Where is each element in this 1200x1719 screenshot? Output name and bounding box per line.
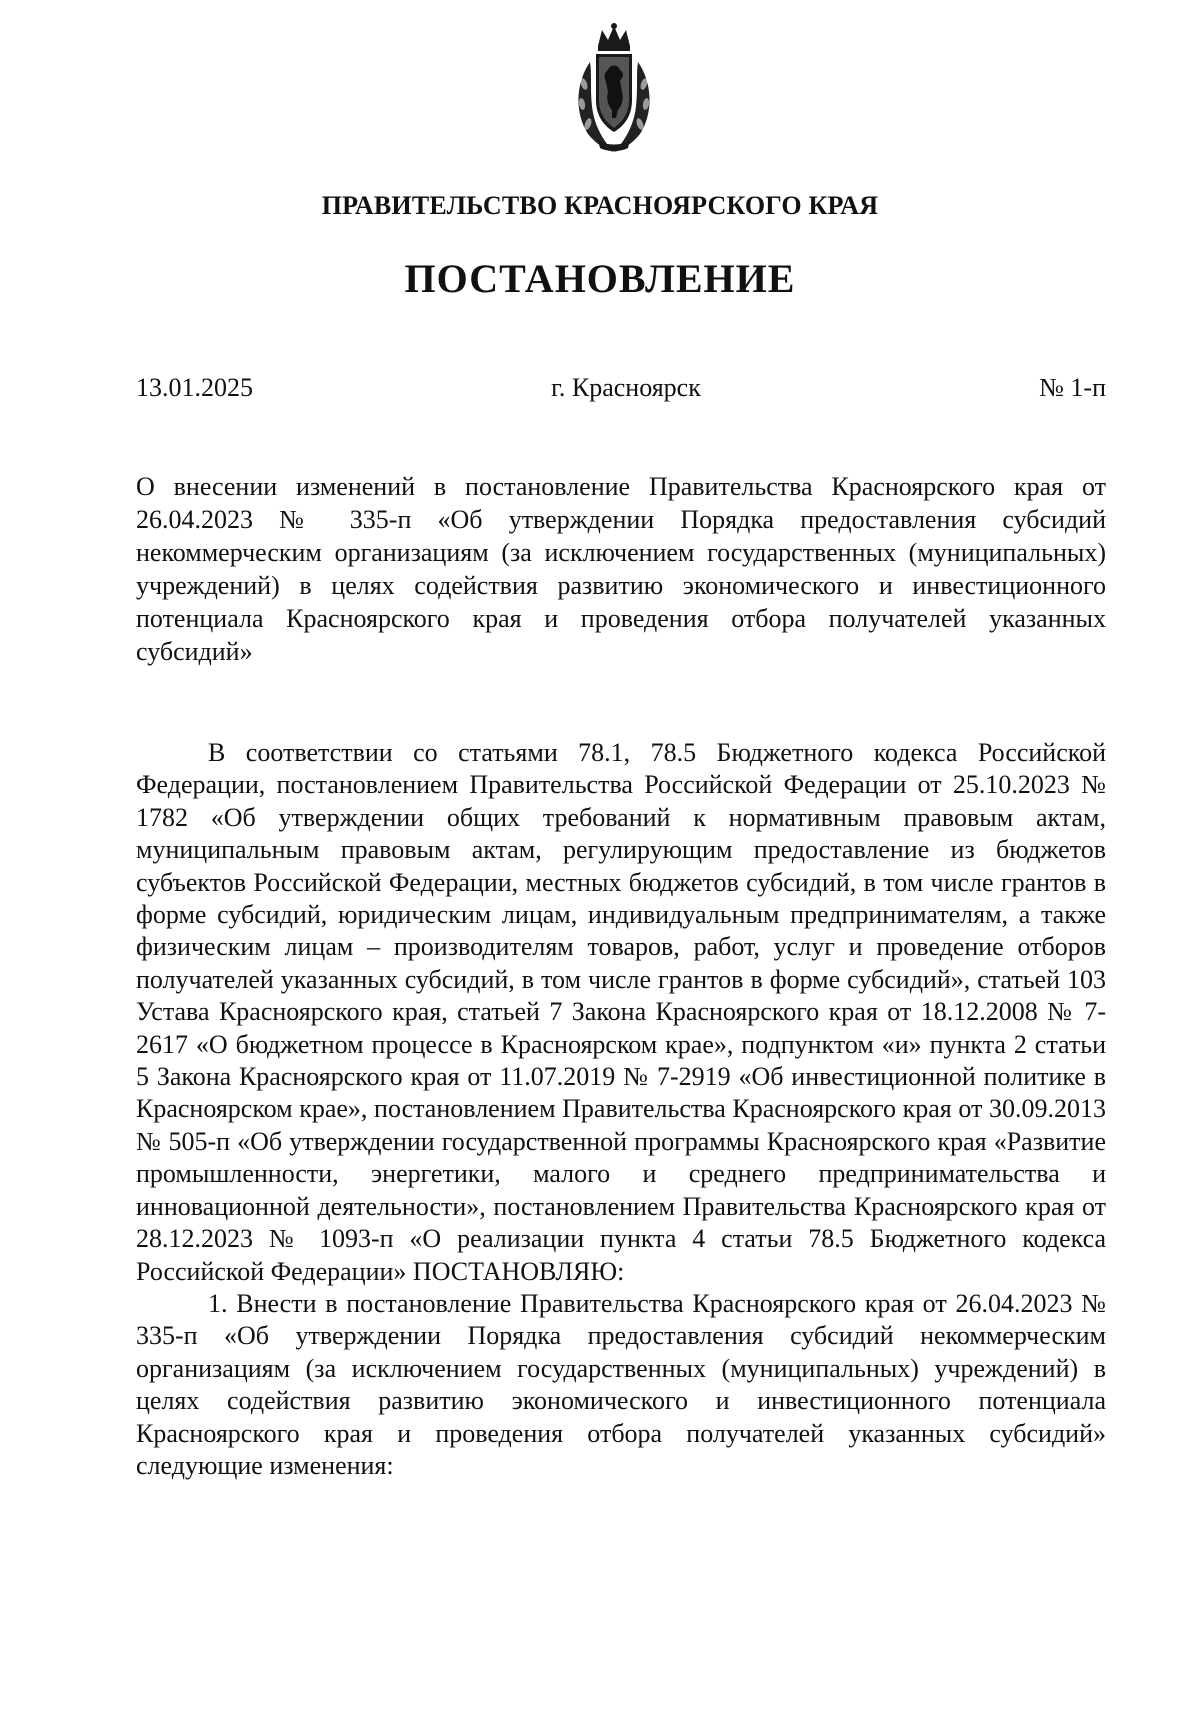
document-subject: О внесении изменений в постановление Правительства Красноярского края от 26.04.2023 № 335-п «Об утверждении Порядка предоставления субсидий некоммерческим организациям (за исключением государственных (муниципальных) учреждений) в целях содействия развитию экономического и инвестиционного потенциала Красноярского края и проведения отбора получателей указанных субсидий» (136, 472, 1106, 666)
document-date: 13.01.2025 (136, 373, 253, 402)
government-title: ПРАВИТЕЛЬСТВО КРАСНОЯРСКОГО КРАЯ (321, 191, 879, 220)
document-city: г. Красноярск (551, 373, 701, 402)
body-paragraph: 1. Внести в постановление Правительства Красноярского края от 26.04.2023 № 335-п «Об утверждении Порядка предоставления субсидий некоммерческим организациям (за исключением государственных (муниципальных) учреждений) в целях содействия развитию экономического и инвестиционного потенциала Красноярского края и проведения отбора получателей указанных субсидий» следующие изменения: (136, 1288, 1106, 1480)
coat-of-arms-emblem (568, 22, 660, 156)
document-meta-row (136, 372, 1106, 404)
document-number: № 1-п (1039, 373, 1106, 402)
body-paragraph: В соответствии со статьями 78.1, 78.5 Бюджетного кодекса Российской Федерации, постановлением Правительства Российской Федерации от 25.10.2023 № 1782 «Об утверждении общих требований к нормативным правовым актам, муниципальным правовым актам, регулирующим предоставление из бюджетов субъектов Российской Федерации, местных бюджетов субсидий, в том числе грантов в форме субсидий, юридическим лицам, индивидуальным предпринимателям, а также физическим лицам – производителям товаров, работ, услуг и проведение отборов получателей указанных субсидий, в том числе грантов в форме субсидий», статьей 103 Устава Красноярского края, статьей 7 Закона Красноярского края от 18.12.2008 № 7-2617 «О бюджетном процессе в Красноярском крае», подпунктом «и» пункта 2 статьи 5 Закона Красноярского края от 11.07.2019 № 7-2919 «Об инвестиционной политике в Красноярском крае», постановлением Правительства Красноярского края от 30.09.2013 № 505-п «Об утверждении государственной программы Красноярского края «Развитие промышленности, энергетики, малого и среднего предпринимательства и инновационной деятельности», постановлением Правительства Красноярского края от 28.12.2023 № 1093-п «О реализации пункта 4 статьи 78.5 Бюджетного кодекса Российской Федерации» ПОСТАНОВЛЯЮ: (136, 738, 1106, 1286)
document-body (136, 737, 1106, 1482)
document-type-title: ПОСТАНОВЛЕНИЕ (404, 256, 796, 301)
